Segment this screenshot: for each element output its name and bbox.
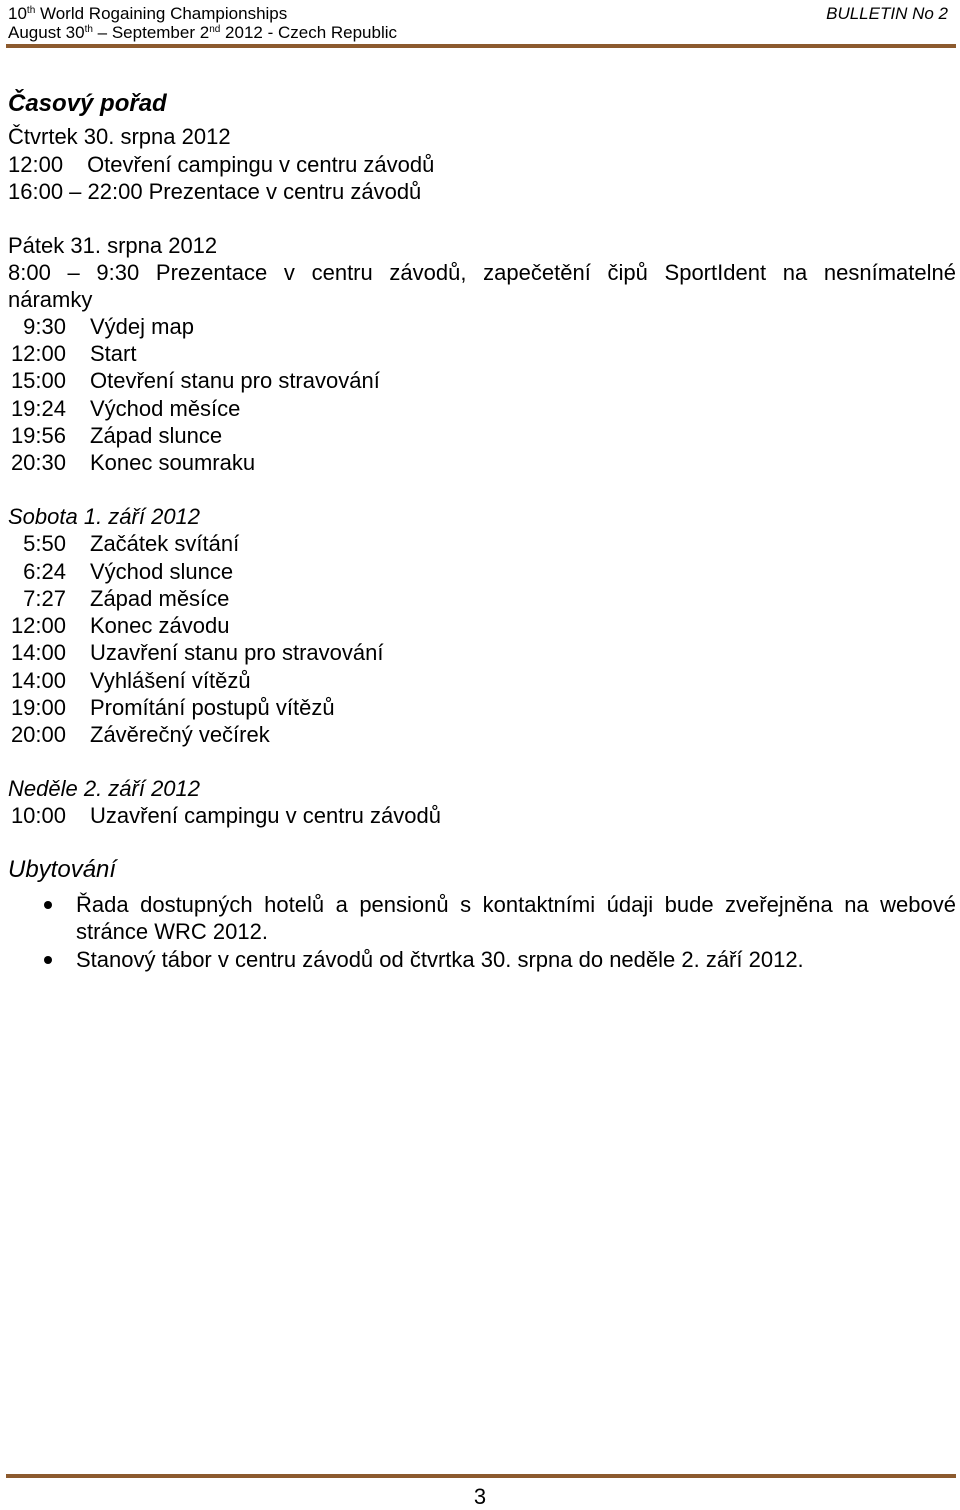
day-saturday: Sobota 1. září 2012 bbox=[8, 504, 201, 529]
day-friday: Pátek 31. srpna 2012 bbox=[8, 233, 218, 258]
page-number: 3 bbox=[473, 1484, 487, 1509]
schedule-row: 6:24 Východ slunce bbox=[23, 559, 234, 584]
header-title: 10th World Rogaining Championships bbox=[8, 4, 288, 23]
schedule-row: 10:00 Uzavření campingu v centru závodů bbox=[10, 803, 441, 828]
schedule-row: 7:27 Západ měsíce bbox=[23, 586, 230, 611]
bullet-icon bbox=[44, 956, 52, 964]
bullet-text: Řada dostupných hotelů a pensionů s kontaktními údaji bude zveřejněna na webové stránce WRC 2012. bbox=[76, 892, 956, 944]
schedule-row: 12:00 Konec závodu bbox=[10, 613, 230, 638]
schedule-row: 15:00 Otevření stanu pro stravování bbox=[10, 368, 380, 393]
accommodation-heading: Ubytování bbox=[8, 856, 117, 883]
day-thursday: Čtvrtek 30. srpna 2012 bbox=[8, 124, 231, 149]
bulletin-label: BULLETIN No 2 bbox=[826, 4, 948, 23]
schedule-row: 14:00 Uzavření stanu pro stravování bbox=[10, 640, 384, 665]
day-sunday: Neděle 2. září 2012 bbox=[8, 776, 201, 801]
schedule-row: 5:50 Začátek svítání bbox=[23, 531, 240, 556]
schedule-row: 14:00 Vyhlášení vítězů bbox=[10, 668, 251, 693]
list-item bbox=[8, 946, 956, 973]
schedule-row: 8:00 – 9:30 Prezentace v centru závodů, zapečetění čipů SportIdent na nesnímatelné bbox=[8, 260, 956, 285]
schedule-heading: Časový pořad bbox=[8, 90, 167, 117]
header-rule bbox=[6, 44, 956, 48]
schedule-row-cont: náramky bbox=[8, 287, 93, 312]
header-dates: August 30th – September 2nd 2012 - Czech Republic bbox=[8, 23, 398, 42]
list-item bbox=[8, 891, 956, 945]
bullet-icon bbox=[44, 901, 52, 909]
schedule-row: 12:00 Start bbox=[10, 341, 137, 366]
schedule-row: 19:24 Východ měsíce bbox=[10, 396, 241, 421]
schedule-row: 20:00 Závěrečný večírek bbox=[10, 722, 270, 747]
schedule-row: 16:00 – 22:00 Prezentace v centru závodů bbox=[8, 179, 422, 204]
schedule-row: 9:30 Výdej map bbox=[23, 314, 194, 339]
schedule-row: 19:00 Promítání postupů vítězů bbox=[10, 695, 335, 720]
footer-rule bbox=[6, 1474, 956, 1478]
schedule-row: 20:30 Konec soumraku bbox=[10, 450, 256, 475]
bullet-text: Stanový tábor v centru závodů od čtvrtka 30. srpna do neděle 2. září 2012. bbox=[76, 947, 804, 972]
schedule-row: 12:00 Otevření campingu v centru závodů bbox=[8, 152, 435, 177]
schedule-row: 19:56 Západ slunce bbox=[10, 423, 223, 448]
